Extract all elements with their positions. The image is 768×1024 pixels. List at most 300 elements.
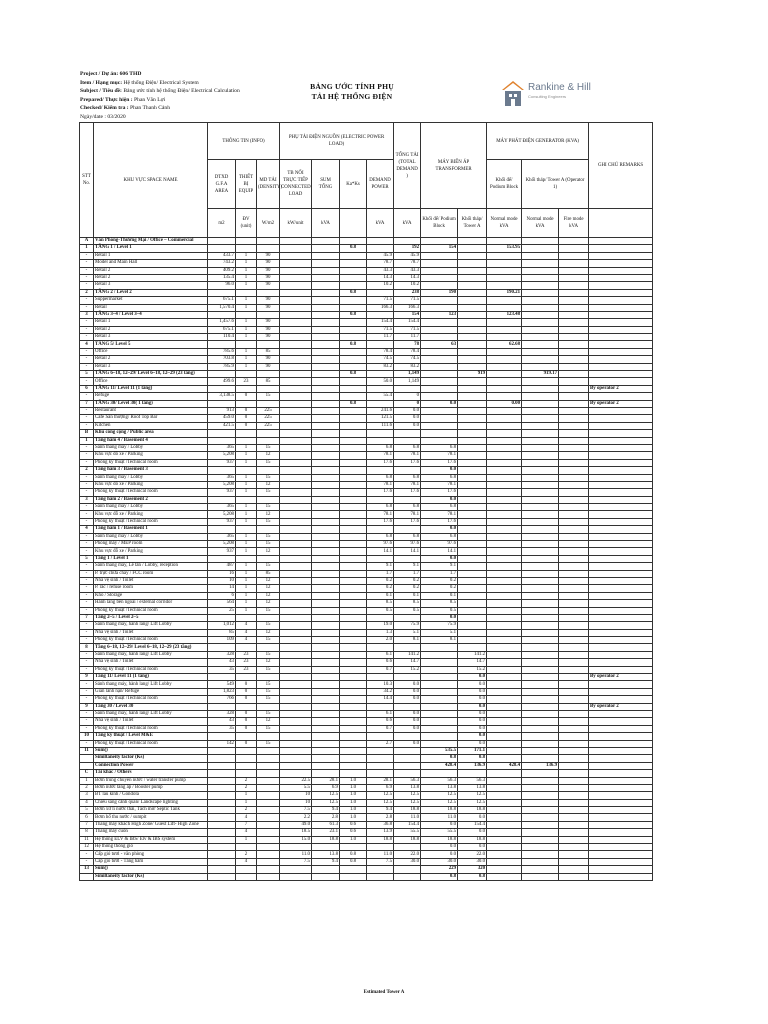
table-cell: 5.1 (421, 629, 458, 636)
table-cell: 0.0 (394, 718, 421, 725)
table-cell (487, 814, 522, 821)
table-cell (236, 245, 257, 252)
table-cell (487, 681, 522, 688)
table-cell: 14.7 (458, 659, 487, 666)
table-cell (340, 548, 367, 555)
table-cell: 109 (208, 637, 236, 644)
table-cell (559, 533, 589, 540)
table-cell: 43 (208, 659, 236, 666)
table-cell (421, 733, 458, 740)
table-cell: 0.6 (367, 718, 394, 725)
table-cell (559, 703, 589, 710)
table-cell (522, 311, 559, 318)
table-cell: 13.8 (421, 784, 458, 791)
table-cell (340, 304, 367, 311)
table-cell (340, 577, 367, 584)
table-cell (458, 526, 487, 533)
table-cell (257, 777, 280, 784)
table-cell (559, 452, 589, 459)
table-cell: 154.4 (367, 319, 394, 326)
table-cell (340, 637, 367, 644)
table-cell (280, 555, 312, 562)
table-cell (559, 836, 589, 843)
table-cell: 85 (257, 348, 280, 355)
table-cell (236, 762, 257, 769)
table-cell (559, 747, 589, 754)
table-row (80, 688, 653, 695)
table-cell (80, 762, 94, 769)
table-cell (340, 274, 367, 281)
table-cell: 1.0 (340, 807, 367, 814)
table-cell (522, 467, 559, 474)
table-cell (487, 836, 522, 843)
table-cell: 1 (236, 792, 257, 799)
table-cell (340, 718, 367, 725)
table-cell (257, 851, 280, 858)
date-line: Ngày/date : 03/2020 (80, 113, 126, 120)
table-cell: 15 (257, 725, 280, 732)
table-cell (312, 319, 340, 326)
table-cell (340, 607, 367, 614)
table-header (80, 123, 653, 238)
table-cell (394, 733, 421, 740)
table-cell (367, 238, 394, 245)
table-row (80, 807, 653, 814)
table-cell (487, 592, 522, 599)
table-cell: 13.8 (312, 851, 340, 858)
table-cell (589, 437, 653, 444)
table-cell (458, 622, 487, 629)
table-cell: Bơm nước tăng áp / Booster pump (94, 784, 208, 791)
table-cell (340, 467, 367, 474)
table-cell (487, 297, 522, 304)
unit-kva-demand: kVA (367, 209, 394, 238)
table-cell: 90 (257, 297, 280, 304)
table-cell (522, 378, 559, 385)
table-cell: - (80, 326, 94, 333)
table-cell (589, 592, 653, 599)
table-cell: 1,457.6 (208, 319, 236, 326)
table-cell: 0.0 (421, 526, 458, 533)
table-cell: 6.8 (367, 504, 394, 511)
table-cell (340, 422, 367, 429)
table-cell (487, 696, 522, 703)
table-cell: - (80, 577, 94, 584)
table-cell: 23 (236, 659, 257, 666)
table-cell: 3 (80, 792, 94, 799)
table-cell: Cấp gió tươi - văn phòng (94, 851, 208, 858)
table-row (80, 740, 653, 747)
table-cell: Phòng kỹ thuật /Technical room (94, 489, 208, 496)
table-cell (257, 807, 280, 814)
table-row (80, 570, 653, 577)
table-cell (340, 541, 367, 548)
table-group-row (80, 496, 653, 503)
table-cell: 1 (80, 437, 94, 444)
table-cell: Hệ thống thông gió (94, 844, 208, 851)
table-cell: 55.5 (421, 829, 458, 836)
table-cell: 49.0 (280, 821, 312, 828)
table-cell: 0.0 (394, 688, 421, 695)
table-cell (487, 563, 522, 570)
table-cell (257, 770, 280, 777)
table-cell: - (80, 252, 94, 259)
table-cell (312, 873, 340, 880)
table-cell (340, 762, 367, 769)
table-cell (312, 245, 340, 252)
table-cell (367, 467, 394, 474)
table-cell (487, 651, 522, 658)
table-cell: 6.8 (367, 533, 394, 540)
table-cell (559, 238, 589, 245)
table-cell (487, 792, 522, 799)
table-cell (589, 430, 653, 437)
table-cell (487, 570, 522, 577)
table-cell (559, 755, 589, 762)
table-cell: 12.5 (367, 792, 394, 799)
table-cell (280, 474, 312, 481)
table-cell: 1.3 (367, 629, 394, 636)
table-cell (312, 866, 340, 873)
table-cell (257, 467, 280, 474)
table-cell: Phòng kỹ thuật /Technical room (94, 459, 208, 466)
table-cell (589, 407, 653, 414)
table-cell (589, 348, 653, 355)
table-cell (522, 289, 559, 296)
table-cell (458, 400, 487, 407)
table-cell: 25 (208, 607, 236, 614)
table-cell (487, 326, 522, 333)
table-row (80, 577, 653, 584)
table-cell (394, 614, 421, 621)
table-row (80, 393, 653, 400)
table-cell (458, 267, 487, 274)
table-cell: 0 (236, 718, 257, 725)
table-cell: 15 (257, 622, 280, 629)
table-cell: 9.1 (394, 563, 421, 570)
table-cell: 320 (458, 866, 487, 873)
table-cell: 35 (208, 666, 236, 673)
table-cell: 238 (394, 289, 421, 296)
table-cell: 18.8 (394, 836, 421, 843)
table-cell (522, 770, 559, 777)
table-cell (236, 467, 257, 474)
table-cell (589, 858, 653, 865)
table-cell: Hệ thống ELV & IBS/ Elv & IBS system (94, 836, 208, 843)
table-cell: 154.4 (458, 821, 487, 828)
table-cell: 15 (257, 504, 280, 511)
table-cell: Sảnh thang máy, Lễ tân / Lobby, reception (94, 563, 208, 570)
table-cell: 1.0 (340, 784, 367, 791)
table-group-row (80, 437, 653, 444)
table-cell (280, 245, 312, 252)
table-cell (487, 334, 522, 341)
table-cell (280, 267, 312, 274)
table-cell (487, 688, 522, 695)
table-cell (421, 267, 458, 274)
table-cell (312, 304, 340, 311)
table-cell (559, 873, 589, 880)
table-row (80, 504, 653, 511)
table-cell: 1 (236, 282, 257, 289)
table-row (80, 297, 653, 304)
table-cell (559, 799, 589, 806)
table-cell: 22.0 (394, 851, 421, 858)
table-cell: 1.0 (340, 836, 367, 843)
table-cell (559, 548, 589, 555)
table-cell: 22.5 (280, 777, 312, 784)
table-cell (522, 651, 559, 658)
table-cell (312, 326, 340, 333)
table-cell (559, 821, 589, 828)
table-cell (589, 267, 653, 274)
table-cell (236, 437, 257, 444)
table-cell (312, 541, 340, 548)
table-cell (208, 526, 236, 533)
table-cell (559, 348, 589, 355)
table-row (80, 481, 653, 488)
table-cell: 11.7 (367, 334, 394, 341)
table-cell: 11.7 (394, 334, 421, 341)
table-cell: Tầng hầm 4 / Basement 4 (94, 437, 208, 444)
table-cell: 3 (80, 311, 94, 318)
table-cell: 141.2 (394, 651, 421, 658)
table-cell (236, 371, 257, 378)
header-generator: MÁY PHÁT ĐIỆN GENERATOR (KVA) (487, 123, 589, 160)
table-cell (559, 459, 589, 466)
table-cell (421, 725, 458, 732)
table-cell (559, 393, 589, 400)
table-cell (559, 496, 589, 503)
table-cell (458, 548, 487, 555)
table-row (80, 711, 653, 718)
table-cell: - (80, 356, 94, 363)
table-cell: 78.4 (367, 348, 394, 355)
table-cell (487, 829, 522, 836)
table-cell (367, 644, 394, 651)
table-cell: Khu vực đỗ xe / Parking (94, 481, 208, 488)
table-cell: 0.0 (458, 696, 487, 703)
table-cell (559, 733, 589, 740)
table-cell: Tầng hầm 2 / Basement 2 (94, 496, 208, 503)
table-cell: 1 (236, 836, 257, 843)
table-cell (280, 696, 312, 703)
table-cell (589, 784, 653, 791)
table-cell: 83.2 (394, 363, 421, 370)
table-cell (312, 563, 340, 570)
table-cell (487, 600, 522, 607)
table-cell (340, 681, 367, 688)
table-cell: 12.5 (312, 792, 340, 799)
table-group-row (80, 747, 653, 754)
table-cell (589, 467, 653, 474)
table-cell (589, 740, 653, 747)
table-cell: 12 (257, 585, 280, 592)
table-cell (367, 755, 394, 762)
table-row (80, 489, 653, 496)
table-cell (487, 267, 522, 274)
table-cell: Phòng kỹ thuật /Technical room (94, 607, 208, 614)
table-row (80, 836, 653, 843)
table-cell (421, 348, 458, 355)
table-cell: Kho / Storage (94, 592, 208, 599)
table-cell: 9 (80, 703, 94, 710)
table-cell (257, 762, 280, 769)
table-row (80, 858, 653, 865)
table-cell: 166.3 (367, 304, 394, 311)
table-cell: - (80, 711, 94, 718)
table-row (80, 651, 653, 658)
table-cell (458, 459, 487, 466)
table-cell: 6.8 (394, 504, 421, 511)
table-cell: 17.6 (421, 459, 458, 466)
table-cell: Khu vực đỗ xe / Parking (94, 511, 208, 518)
table-cell: Hành lang bên ngoài / external corridor (94, 600, 208, 607)
table-cell (522, 659, 559, 666)
table-cell (589, 282, 653, 289)
table-cell: P. rác / refuse room (94, 585, 208, 592)
table-cell (522, 821, 559, 828)
table-cell (589, 718, 653, 725)
table-cell (236, 770, 257, 777)
table-cell (312, 437, 340, 444)
table-cell: 15 (257, 651, 280, 658)
table-cell (312, 577, 340, 584)
table-cell (312, 385, 340, 392)
table-row (80, 415, 653, 422)
table-cell: 1.7 (367, 570, 394, 577)
table-cell: 12 (257, 577, 280, 584)
table-cell (522, 274, 559, 281)
table-cell: 1,149 (394, 378, 421, 385)
table-cell: 0.0 (394, 422, 421, 429)
table-cell (522, 356, 559, 363)
table-cell (487, 238, 522, 245)
table-cell: 1 (236, 319, 257, 326)
table-cell (487, 533, 522, 540)
table-cell: 7.5 (367, 858, 394, 865)
table-cell (367, 703, 394, 710)
table-cell (522, 718, 559, 725)
table-cell: 225 (257, 415, 280, 422)
table-cell (236, 496, 257, 503)
table-cell: 1 (236, 326, 257, 333)
table-cell (312, 740, 340, 747)
table-cell: - (80, 563, 94, 570)
table-cell: 14.1 (367, 548, 394, 555)
table-cell (340, 444, 367, 451)
table-cell: 0 (236, 407, 257, 414)
table-cell (589, 755, 653, 762)
table-cell: 18.8 (421, 836, 458, 843)
table-cell: 14.3 (394, 274, 421, 281)
table-cell: 28.1 (367, 777, 394, 784)
table-cell: 78.1 (367, 511, 394, 518)
logo-name: Rankine & Hill (528, 82, 591, 93)
table-cell: - (80, 696, 94, 703)
table-cell (487, 777, 522, 784)
table-cell: 4 (80, 341, 94, 348)
table-cell (559, 807, 589, 814)
table-cell (458, 356, 487, 363)
table-cell (522, 844, 559, 851)
table-cell (589, 747, 653, 754)
table-cell (280, 518, 312, 525)
table-cell (589, 260, 653, 267)
table-cell (312, 762, 340, 769)
table-cell: 78.4 (394, 348, 421, 355)
table-group-row (80, 614, 653, 621)
table-cell: 23.1 (312, 829, 340, 836)
table-cell (340, 385, 367, 392)
table-cell: 7 (80, 400, 94, 407)
table-cell: 78.1 (367, 452, 394, 459)
table-cell (312, 452, 340, 459)
table-cell: 97.6 (421, 541, 458, 548)
table-cell (312, 371, 340, 378)
table-cell: - (80, 585, 94, 592)
table-cell: 90 (257, 260, 280, 267)
header-gfa: DTXD G.F.A AREA (208, 160, 236, 209)
table-cell (522, 297, 559, 304)
table-cell (340, 725, 367, 732)
table-cell: 1 (236, 592, 257, 599)
table-row (80, 452, 653, 459)
table-cell: Tầng kỹ thuật / Level M&E (94, 733, 208, 740)
table-cell (589, 326, 653, 333)
table-cell (589, 304, 653, 311)
table-cell (421, 356, 458, 363)
table-cell (312, 393, 340, 400)
table-cell: 1,149 (394, 371, 421, 378)
table-group-row (80, 400, 653, 407)
table-cell: - (80, 629, 94, 636)
table-cell (458, 326, 487, 333)
table-cell (559, 866, 589, 873)
table-cell: 0.0 (421, 821, 458, 828)
header-space-name: KHU VỰC SPACE NAME (94, 123, 208, 238)
table-row (80, 541, 653, 548)
table-cell (280, 651, 312, 658)
table-cell: 35 (208, 725, 236, 732)
table-cell: - (80, 274, 94, 281)
table-cell: 1.7 (421, 570, 458, 577)
table-cell: Sảnh thang máy / Lobby (94, 504, 208, 511)
table-cell (522, 703, 559, 710)
table-cell: 0 (236, 415, 257, 422)
unit-kva-total: kVA (394, 209, 421, 238)
table-cell (589, 555, 653, 562)
table-row (80, 725, 653, 732)
table-cell (340, 334, 367, 341)
table-cell: 17.6 (367, 489, 394, 496)
table-cell (559, 570, 589, 577)
table-cell (487, 770, 522, 777)
table-cell (280, 844, 312, 851)
prepared-line: Prepared/ Thực hiện : Phan Văn Lợi (80, 96, 166, 103)
table-cell: 90 (257, 334, 280, 341)
table-cell: 1,012 (208, 622, 236, 629)
table-cell: Phòng kỹ thuật /Technical room (94, 666, 208, 673)
table-cell (522, 629, 559, 636)
table-cell (257, 289, 280, 296)
table-cell (340, 703, 367, 710)
table-cell: TẦNG 11/ Level 11 (1 tầng) (94, 385, 208, 392)
table-cell: 2 (236, 777, 257, 784)
table-cell (458, 644, 487, 651)
table-cell: 50.0 (367, 378, 394, 385)
table-cell (559, 829, 589, 836)
